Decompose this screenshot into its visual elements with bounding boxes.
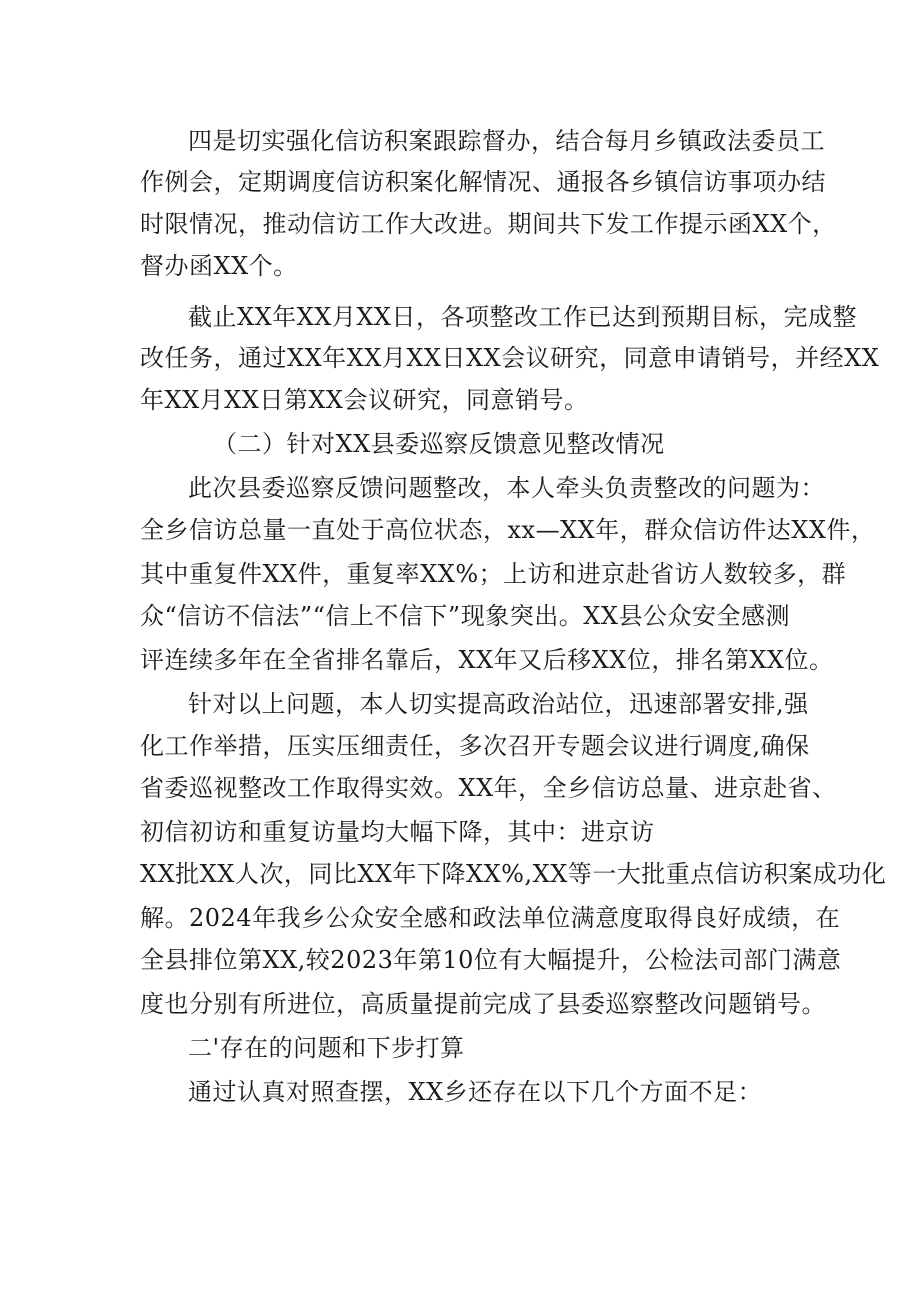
paragraph-3-line-4: 众“信访不信法”“信上不信下”现象突出。XX县公众安全感测 xyxy=(140,602,790,630)
paragraph-2-line-2: 改任务，通过XX年XX月XX日XX会议研究，同意申请销号，并经XX xyxy=(140,344,880,372)
paragraph-1-line-1: 四是切实强化信访积案跟踪督办，结合每月乡镇政法委员工 xyxy=(188,127,825,155)
paragraph-2-line-3: 年XX月XX日第XX会议研究，同意销号。 xyxy=(140,386,589,414)
paragraph-2-line-1: 截止XX年XX月XX日，各项整改工作已达到预期目标，完成整 xyxy=(188,303,858,331)
paragraph-1-line-4: 督办函XX个。 xyxy=(140,252,298,280)
section-heading-2: （二）针对XX县委巡察反馈意见整改情况 xyxy=(213,430,665,458)
paragraph-4-line-5: XX批XX人次，同比XX年下降XX%,XX等一大批重点信访积案成功化 xyxy=(140,860,887,888)
paragraph-4-line-8: 度也分别有所进位，高质量提前完成了县委巡察整改问题销号。 xyxy=(140,990,826,1018)
paragraph-3-line-2: 全乡信访总量一直处于高位状态，xx—XX年，群众信访件达XX件， xyxy=(140,516,876,544)
paragraph-5-line-1: 通过认真对照查摆，XX乡还存在以下几个方面不足： xyxy=(188,1078,763,1106)
paragraph-4-line-7: 全县排位第XX,较2023年第10位有大幅提升，公检法司部门满意 xyxy=(140,946,842,974)
paragraph-3-line-1: 此次县委巡察反馈问题整改，本人牵头负责整改的问题为： xyxy=(188,474,825,502)
paragraph-4-line-1: 针对以上问题，本人切实提高政治站位，迅速部署安排,强 xyxy=(188,690,809,718)
paragraph-4-line-4: 初信初访和重复访量均大幅下降，其中：进京访 xyxy=(140,818,655,846)
paragraph-3-line-5: 评连续多年在全省排名靠后，XX年又后移XX位，排名第XX位。 xyxy=(140,646,834,674)
paragraph-4-line-2: 化工作举措，压实压细责任，多次召开专题会议进行调度,确保 xyxy=(140,732,810,760)
paragraph-4-line-6: 解。2024年我乡公众安全感和政法单位满意度取得良好成绩，在 xyxy=(140,904,841,932)
paragraph-1-line-2: 作例会，定期调度信访积案化解情况、通报各乡镇信访事项办结 xyxy=(140,168,826,196)
paragraph-1-line-3: 时限情况，推动信访工作大改进。期间共下发工作提示函XX个， xyxy=(140,210,837,238)
paragraph-3-line-3: 其中重复件XX件，重复率XX%；上访和进京赴省访人数较多，群 xyxy=(140,560,847,588)
section-heading-problems: 二'存在的问题和下步打算 xyxy=(188,1034,465,1062)
paragraph-4-line-3: 省委巡视整改工作取得实效。XX年，全乡信访总量、进京赴省、 xyxy=(140,774,837,802)
